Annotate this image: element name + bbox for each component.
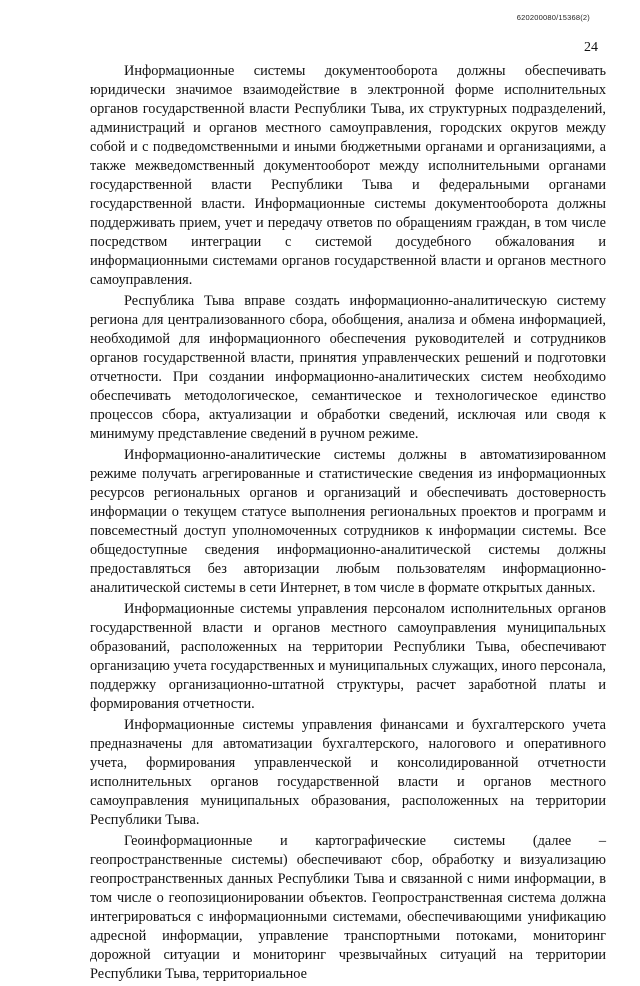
paragraph-geoinformation-systems: Геоинформационные и картографические системы (далее – геопространственные системы) обеспечивают сбор, обработку и визуализацию геопространственных данных Республики Тыва и связанной с ними информации, в том числе о геопозиционировании объектов. Геопространственная система должна интегрироваться с информационными системами, обеспечивающими унификацию адресной информации, управление транспортными потоками, мониторинг дорожной ситуации и мониторинг чрезвычайных ситуаций на территории Республики Тыва, территориальное: [90, 833, 606, 982]
paragraph-finance-systems: Информационные системы управления финансами и бухгалтерского учета предназначены для автоматизации бухгалтерского, налогового и оперативного учета, формирования управленческой и консолидированной отчетности исполнительных органов государственной власти и органов местного самоуправления муниципальных образования, расположенных на территории Республики Тыва.: [90, 717, 606, 828]
paragraph-document-management: Информационные системы документооборота должны обеспечивать юридически значимое взаимодействие в электронной форме исполнительных органов государственной власти Республики Тыва, их структурных подразделений, администраций и органов местного самоуправления, городских округов между собой и с подведомственными и иными бюджетными органами и организациями, а также межведомственный документооборот между исполнительными органами государственной власти Республики Тыва и федеральными органами государственной власти. Информационные системы документооборота должны поддерживать прием, учет и передачу ответов по обращениям граждан, в том числе посредством интеграции с системой досудебного обжалования и информационными системами органов государственной власти и органов местного самоуправления.: [90, 63, 606, 288]
paragraph-analytical-requirements: Информационно-аналитические системы должны в автоматизированном режиме получать агрегированные и статистические сведения из информационных ресурсов региональных органов и организаций и обеспечивать достоверность информации о текущем статусе выполнения региональных проектов и программ и повсеместный доступ уполномоченных сотрудников к информации системы. Все общедоступные сведения информационно-аналитической системы должны предоставляться без авторизации любым пользователям информационно-аналитической системы в сети Интернет, в том числе в формате открытых данных.: [90, 447, 606, 596]
page-number: 24: [584, 40, 598, 55]
document-body: [90, 62, 606, 986]
paragraph-analytical-system: Республика Тыва вправе создать информационно-аналитическую систему региона для централизованного сбора, обобщения, анализа и обмена информацией, необходимой для информационного обеспечения руководителей и сотрудников органов государственной власти, принятия управленческих решений и подготовки отчетности. При создании информационно-аналитических систем необходимо обеспечивать методологическое, семантическое и технологическое единство процессов сбора, актуализации и обработки сведений, исключая или сводя к минимуму представление сведений в ручном режиме.: [90, 293, 606, 442]
document-code: 620200080/15368(2): [516, 13, 590, 22]
paragraph-personnel-systems: Информационные системы управления персоналом исполнительных органов государственной власти и органов местного самоуправления муниципальных образований, расположенных на территории Республики Тыва, обеспечивают организацию учета государственных и муниципальных служащих, иного персонала, поддержку организационно-штатной структуры, расчет заработной платы и формирования отчетности.: [90, 601, 606, 712]
